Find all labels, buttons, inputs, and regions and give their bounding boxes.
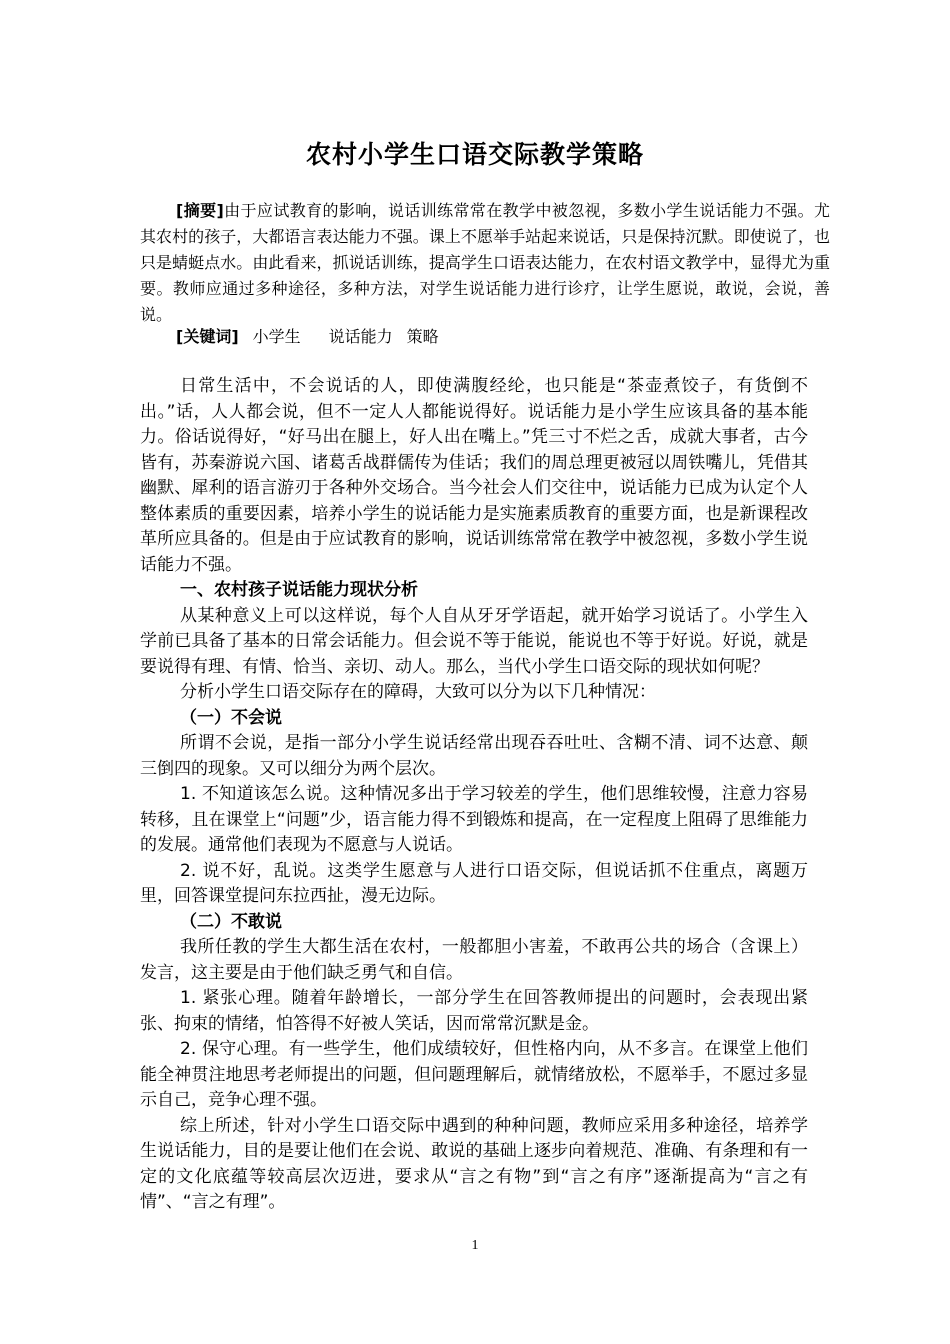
body-paragraph: 所谓不会说，是指一部分小学生说话经常出现吞吞吐吐、含糊不清、词不达意、颠三倒四的现象。又可以细分为两个层次。 [140,733,808,779]
document-title: 农村小学生口语交际教学策略 [305,140,644,169]
list-item: 2. 保守心理。有一些学生，他们成绩较好，但性格内向，从不多言。在课堂上他们能全神贯注地思考老师提出的问题，但问题理解后，就情绪放松，不愿举手，不愿过多显示自己，竞争心理不强。 [140,1039,808,1110]
body-paragraph: 日常生活中，不会说话的人，即使满腹经纶，也只能是“茶壶煮饺子，有货倒不出。”话，人人都会说，但不一定人人都能说得好。说话能力是小学生应该具备的基本能力。俗话说得好，“好马出在腿上，好人出在嘴上。”凭三寸不烂之舌，成就大事者，古今皆有，苏秦游说六国、诸葛舌战群儒传为佳话；我们的周总理更被冠以周铁嘴儿，凭借其幽默、犀利的语言游刃于各种外交场合。当今社会人们交往中，说话能力已成为认定个人整体素质的重要因素，培养小学生的说话能力是实施素质教育的重要方面，也是新课程改革所应具备的。但是由于应试教育的影响，说话训练常常在教学中被忽视，多数小学生说话能力不强。 [140,376,808,575]
body-paragraph: 分析小学生口语交际存在的障碍，大致可以分为以下几种情况： [180,682,656,702]
abstract-paragraph [140,198,830,328]
body-paragraph: 综上所述，针对小学生口语交际中遇到的种种问题，教师应采用多种途径，培养学生说话能力，目的是要让他们在会说、敢说的基础上逐步向着规范、准确、有条理和有一定的文化底蕴等较高层次迈进，要求从“言之有物”到“言之有序”逐渐提高为“言之有情”、“言之有理”。 [140,1115,808,1212]
abstract [140,198,830,328]
page-number: 1 [471,1238,479,1253]
subsection-heading: （二）不敢说 [180,911,282,932]
subsection-heading: （一）不会说 [180,707,282,728]
keywords-label: [关键词] [176,327,239,346]
keywords-line [176,324,439,350]
body-text [140,374,808,1216]
list-item: 1. 紧张心理。随着年龄增长，一部分学生在回答教师提出的问题时，会表现出紧张、拘束的情绪，怕答得不好被人笑话，因而常常沉默是金。 [140,988,808,1034]
abstract-label: [摘要] [176,201,224,220]
list-item: 1. 不知道该怎么说。这种情况多出于学习较差的学生，他们思维较慢，注意力容易转移，且在课堂上“问题”少，语言能力得不到锻炼和提高，在一定程度上阻碍了思维能力的发展。通常他们表现为不愿意与人说话。 [140,784,808,855]
section-heading: 一、农村孩子说话能力现状分析 [180,580,418,600]
list-item: 2. 说不好，乱说。这类学生愿意与人进行口语交际，但说话抓不住重点，离题万里，回答课堂提问东拉西扯，漫无边际。 [140,860,808,906]
body-paragraph: 我所任教的学生大都生活在农村，一般都胆小害羞，不敢再公共的场合（含课上）发言，这主要是由于他们缺乏勇气和自信。 [140,937,808,983]
abstract-text: 由于应试教育的影响，说话训练常常在教学中被忽视，多数小学生说话能力不强。尤其农村的孩子，大都语言表达能力不强。课上不愿举手站起来说话，只是保持沉默。即使说了，也只是蜻蜓点水。由此看来，抓说话训练，提高学生口语表达能力，在农村语文教学中，显得尤为重要。教师应通过多种途径，多种方法，对学生说话能力进行诊疗，让学生愿说，敢说，会说，善说。 [140,201,830,324]
body-paragraph: 从某种意义上可以这样说，每个人自从牙牙学语起，就开始学习说话了。小学生入学前已具备了基本的日常会话能力。但会说不等于能说，能说也不等于好说。好说，就是要说得有理、有情、恰当、亲切、动人。那么，当代小学生口语交际的现状如何呢？ [140,605,808,677]
keyword: 说话能力 [328,327,393,346]
keyword: 策略 [406,327,439,346]
keyword: 小学生 [252,327,301,346]
